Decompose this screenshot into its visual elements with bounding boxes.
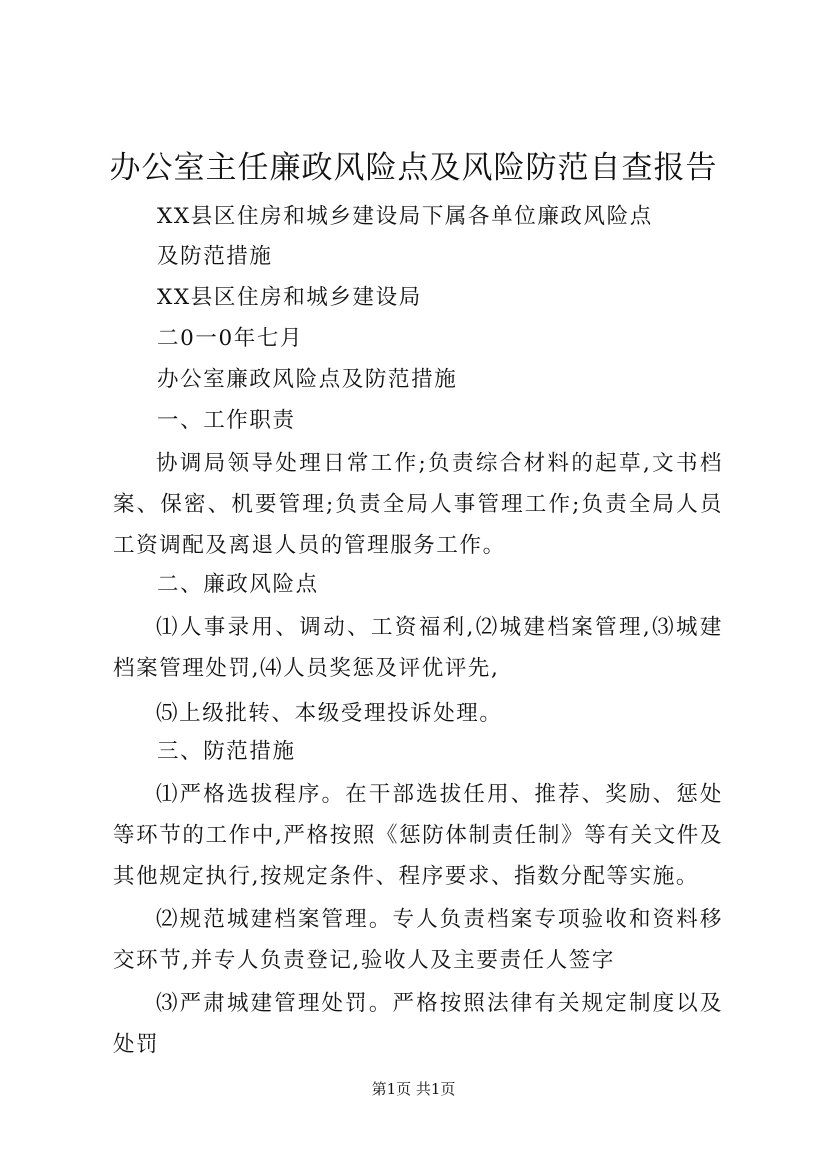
paragraph-risk-points-2: ⑸上级批转、本级受理投诉处理。: [156, 701, 503, 726]
page-number: 第1页 共1页: [371, 1080, 456, 1098]
heading-risk-points: 二、廉政风险点: [157, 572, 319, 597]
paragraph-measure-2: ⑵规范城建档案管理。专人负责档案专项验收和资料移交环节,并专人负责登记,验收人及主要责任人签字: [113, 907, 723, 973]
document-title: 办公室主任廉政风险点及风险防范自查报告: [109, 150, 718, 186]
paragraph-measure-1: ⑴严格选拔程序。在干部选拔任用、推荐、奖励、惩处等环节的工作中,严格按照《惩防体制责任制》等有关文件及其他规定执行,按规定条件、程序要求、指数分配等实施。: [113, 782, 723, 889]
subtitle-line-2: 及防范措施: [157, 244, 273, 269]
document-date: 二0一0年七月: [157, 326, 304, 351]
heading-measures: 三、防范措施: [157, 739, 296, 764]
paragraph-risk-points-1: ⑴人事录用、调动、工资福利,⑵城建档案管理,⑶城建档案管理处罚,⑷人员奖惩及评优评先,: [113, 615, 723, 681]
section-title: 办公室廉政风险点及防范措施: [157, 367, 458, 392]
heading-duties: 一、工作职责: [157, 408, 296, 433]
organization-name: XX县区住房和城乡建设局: [157, 285, 422, 310]
paragraph-measure-3: ⑶严肃城建管理处罚。严格按照法律有关规定制度以及处罚: [113, 991, 723, 1057]
paragraph-duties: 协调局领导处理日常工作;负责综合材料的起草,文书档案、保密、机要管理;负责全局人事管理工作;负责全局人员工资调配及离退人员的管理服务工作。: [113, 451, 723, 558]
subtitle-line-1: XX县区住房和城乡建设局下属各单位廉政风险点: [157, 204, 653, 229]
